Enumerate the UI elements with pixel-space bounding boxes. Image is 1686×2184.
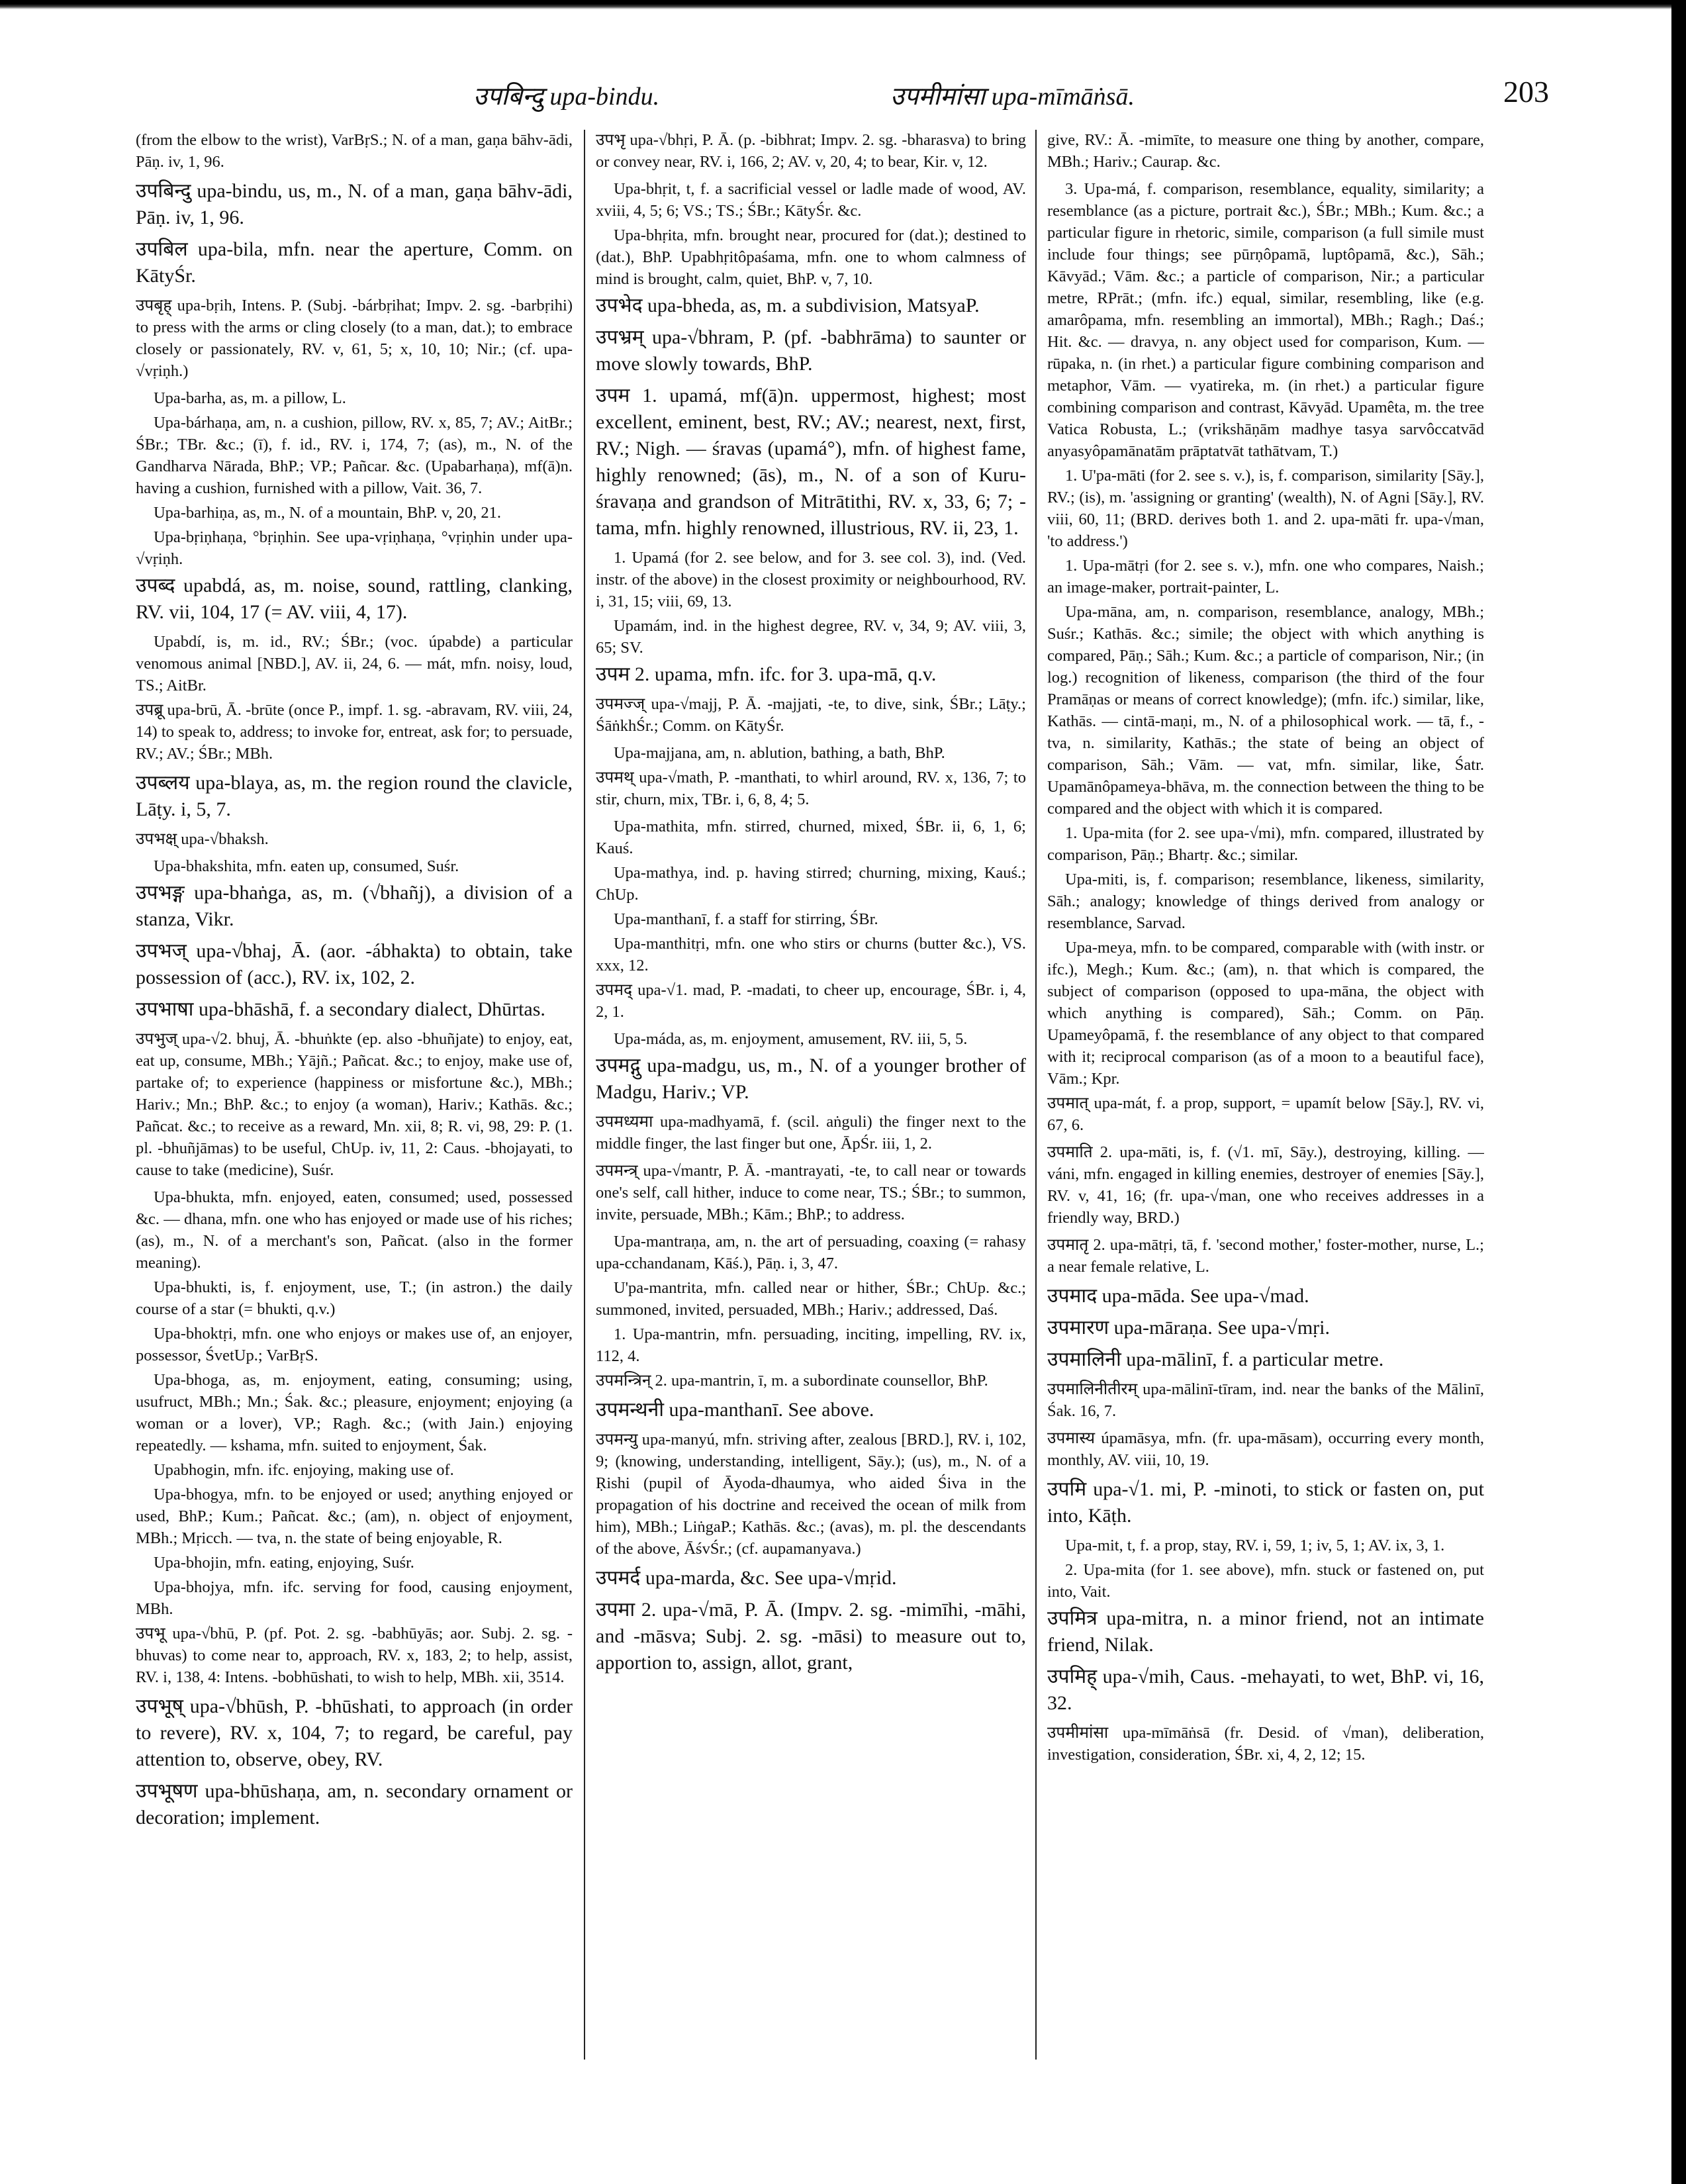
scan-border-top <box>0 0 1686 9</box>
sub-entry: U'pa-mantrita, mfn. called near or hither, ŚBr.; ChUp. &c.; summoned, invited, persuaded, MBh.; Hariv.; addressed, Daś. <box>596 1279 1026 1319</box>
dictionary-entry: उपमि upa-√1. mi, P. -minoti, to stick or fasten on, put into, Kāṭh. <box>1047 1478 1484 1527</box>
sub-entry: Upa-máda, as, m. enjoyment, amusement, RV. iii, 5, 5. <box>613 1030 968 1048</box>
dictionary-entry: उपम 2. upama, mfn. ifc. for 3. upa-mā, q.v. <box>596 663 937 685</box>
dictionary-entry: उपभूषण upa-bhūshaṇa, am, n. secondary ornament or decoration; implement. <box>136 1780 573 1828</box>
dictionary-entry: उपमिह् upa-√mih, Caus. -mehayati, to wet, BhP. vi, 16, 32. <box>1047 1666 1484 1714</box>
dictionary-entry: उपभूष् upa-√bhūsh, P. -bhūshati, to approach (in order to revere), RV. x, 104, 7; to regard, be careful, pay attention to, observe, obey, RV. <box>136 1695 573 1770</box>
dictionary-entry: उपभङ्ग upa-bhaṅga, as, m. (√bhañj), a division of a stanza, Vikr. <box>136 882 573 930</box>
sub-entry: Upa-meya, mfn. to be compared, comparable with (with instr. or ifc.), Megh.; Kum. &c.; (am), n. that which is compared, the subject of comparison (opposed to upa-māna, the object with which anything is compared), Sāh.; Comm. on Pāṇ. Upameyôpamā, f. the resemblance of any object to that compared with it; reciprocal comparison (as of a moon to a beautiful face), Vām.; Kpr. <box>1047 939 1484 1088</box>
sub-entry: 1. Upa-mātṛi (for 2. see s. v.), mfn. one who compares, Naish.; an image-maker, portrait-painter, L. <box>1047 557 1484 596</box>
sub-entry: 1. Upa-mita (for 2. see upa-√mi), mfn. compared, illustrated by comparison, Pāṇ.; Bhartṛ. &c.; similar. <box>1047 824 1484 864</box>
dictionary-entry: उपबिन्दु upa-bindu, us, m., N. of a man, gaṇa bāhv-ādi, Pāṇ. iv, 1, 96. <box>136 180 573 228</box>
dictionary-entry: उपमद्गु upa-madgu, us, m., N. of a younger brother of Madgu, Hariv.; VP. <box>596 1055 1026 1103</box>
column-3 <box>1047 129 1484 2142</box>
dictionary-entry: उपमद् upa-√1. mad, P. -madati, to cheer up, encourage, ŚBr. i, 4, 2, 1. <box>596 981 1026 1021</box>
sub-entry: Upabhogin, mfn. ifc. enjoying, making use of. <box>153 1461 454 1479</box>
scan-border-right <box>1671 0 1686 2184</box>
dictionary-entry: (from the elbow to the wrist), VarBṛS.; N. of a man, gaṇa bāhv-ādi, Pāṇ. iv, 1, 96. <box>136 131 573 171</box>
sub-entry: Upa-manthitṛi, mfn. one who stirs or churns (butter &c.), VS. xxx, 12. <box>596 935 1026 974</box>
sub-entry: Upa-mit, t, f. a prop, stay, RV. i, 59, 1; iv, 5, 1; AV. ix, 3, 1. <box>1064 1537 1445 1554</box>
sub-entry: 2. Upa-mita (for 1. see above), mfn. stuck or fastened on, put into, Vait. <box>1047 1561 1484 1601</box>
dictionary-entry: उपमथ् upa-√math, P. -manthati, to whirl around, RV. x, 136, 7; to stir, churn, mix, TBr. i, 6, 8, 4; 5. <box>596 769 1026 808</box>
sub-entry: Upa-māna, am, n. comparison, resemblance, analogy, MBh.; Suśr.; Kathās. &c.; simile; the object with which anything is compared, Pāṇ.; Sāh.; Kum. &c.; a particle of comparison, Nir.; (in log.) recognition of likeness, comparison (the third of the four Pramāṇas or means of correct knowledge); (mfn. ifc.) similar, like, Kathās. — cintā-maṇi, m., N. of a philosophical work. — tā, f., -tva, n. similarity, Kathās.; the state of being an object of comparison, Sāh.; Vām. — vat, mfn. similar, like, Śatr. Upamānôpameya-bhāva, m. the connection between the thing to be compared and the object with which it is compared. <box>1047 603 1484 818</box>
dictionary-entry: उपमातृ 2. upa-mātṛi, tā, f. 'second mother,' foster-mother, nurse, L.; a near female relative, L. <box>1047 1236 1484 1276</box>
sub-entry: Upa-majjana, am, n. ablution, bathing, a bath, BhP. <box>613 744 945 762</box>
dictionary-entry: उपमित्र upa-mitra, n. a minor friend, not an intimate friend, Nilak. <box>1047 1607 1484 1656</box>
column-rule <box>1035 130 1037 2060</box>
dictionary-entry: उपमात् upa-mát, f. a prop, support, = upamít below [Sāy.], RV. vi, 67, 6. <box>1047 1094 1484 1134</box>
sub-entry: 1. Upamá (for 2. see below, and for 3. see col. 3), ind. (Ved. instr. of the above) in the closest proximity or neighbourhood, RV. i, 31, 15; viii, 69, 13. <box>596 549 1026 610</box>
dictionary-entry: उपब्रू upa-brū, Ā. -brūte (once P., impf. 1. sg. -abravam, RV. viii, 24, 14) to speak to, address; to invoke for, entreat, ask for; to persuade, RV.; AV.; ŚBr.; MBh. <box>136 701 573 763</box>
dictionary-entry: उपमध्यमा upa-madhyamā, f. (scil. aṅguli) the finger next to the middle finger, the last finger but one, ĀpŚr. iii, 1, 2. <box>596 1113 1026 1153</box>
dictionary-entry: उपमाद upa-māda. See upa-√mad. <box>1047 1285 1309 1307</box>
dictionary-entry: उपमालिनी upa-mālinī, f. a particular metre. <box>1047 1349 1384 1370</box>
dictionary-entry: उपम 1. upamá, mf(ā)n. uppermost, highest; most excellent, eminent, best, RV.; AV.; nearest, next, first, RV.; Nigh. — śravas (upamá°), mfn. of highest fame, highly renowned; (ās), m., N. of a son of Kuru-śravaṇa and grandson of Mitrātithi, RV. x, 33, 6; 7; -tama, mfn. highly renowned, illustrious, RV. ii, 23, 1. <box>596 385 1026 539</box>
dictionary-entry: उपमन्थनी upa-manthanī. See above. <box>596 1399 874 1421</box>
dictionary-entry: give, RV.: Ā. -mimīte, to measure one thing by another, compare, MBh.; Hariv.; Caurap. &c. <box>1047 131 1484 171</box>
dictionary-entry: उपबिल upa-bila, mfn. near the aperture, Comm. on KātyŚr. <box>136 238 573 287</box>
dictionary-entry: उपभेद upa-bheda, as, m. a subdivision, MatsyaP. <box>596 295 980 316</box>
sub-entry: Upa-bárhaṇa, am, n. a cushion, pillow, RV. x, 85, 7; AV.; AitBr.; ŚBr.; TBr. &c.; (ī), f. id., RV. i, 174, 7; (as), m., N. of the Gandharva Nārada, BhP.; VP.; Pañcar. &c. (Upabarhaṇa), mf(ā)n. having a cushion, furnished with a pillow, Vait. 36, 7. <box>136 414 573 497</box>
sub-entry: Upa-bṛiṇhaṇa, °bṛiṇhin. See upa-vṛiṇhaṇa, °vṛiṇhin under upa-√vṛiṇh. <box>136 528 573 568</box>
sub-entry: Upamám, ind. in the highest degree, RV. v, 34, 9; AV. viii, 3, 65; SV. <box>596 617 1026 657</box>
header-left-guideword: उपबिन्दु upa-bindu. <box>473 83 660 111</box>
dictionary-entry: उपभू upa-√bhū, P. (pf. Pot. 2. sg. -babhūyās; aor. Subj. 2. sg. -bhuvas) to come near to, approach, RV. x, 183, 2; to help, assist, RV. i, 138, 4: Intens. -bobhūshati, to wish to help, MBh. xii, 3514. <box>136 1625 573 1686</box>
sub-entry: Upa-mathita, mfn. stirred, churned, mixed, ŚBr. ii, 6, 1, 6; Kauś. <box>596 818 1026 857</box>
sub-entry: Upa-mathya, ind. p. having stirred; churning, mixing, Kauś.; ChUp. <box>596 864 1026 904</box>
dictionary-entry: उपभाषा upa-bhāshā, f. a secondary dialect, Dhūrtas. <box>136 998 545 1020</box>
sub-entry: Upa-bhoktṛi, mfn. one who enjoys or makes use of, an enjoyer, possessor, ŚvetUp.; VarBṛS. <box>136 1325 573 1364</box>
dictionary-entry: उपब्लय upa-blaya, as, m. the region round the clavicle, Lāṭy. i, 5, 7. <box>136 772 573 820</box>
column-rule <box>584 130 585 2060</box>
dictionary-entry: उपब्द upabdá, as, m. noise, sound, rattling, clanking, RV. vii, 104, 17 (= AV. viii, 4, 17). <box>136 575 573 623</box>
dictionary-entry: उपमास्य úpamāsya, mfn. (fr. upa-māsam), occurring every month, monthly, AV. viii, 10, 19. <box>1047 1429 1484 1469</box>
dictionary-entry: उपभुज् upa-√2. bhuj, Ā. -bhuṅkte (ep. also -bhuñjate) to enjoy, eat, eat up, consume, MBh.; Yājñ.; Pañcat. &c.; to enjoy, make use of, partake of; to experience (happiness or misfortune &c.), MBh.; Hariv.; Mn.; BhP. &c.; to enjoy (a woman), Hariv.; Kathās. &c.; Pañcat. &c.; to receive as a reward, Mn. xii, 8; R. vi, 98, 29: P. (1. pl. -bhuñjāmas) to be useful, ChUp. iv, 11, 2: Caus. -bhojayati, to cause to take (medicine), Suśr. <box>136 1030 573 1179</box>
dictionary-entry: उपमन्यु upa-manyú, mfn. striving after, zealous [BRD.], RV. i, 102, 9; (knowing, understanding, intelligent, Sāy.); (us), m., N. of a Ṛishi (pupil of Āyoda-dhaumya, who aided Śiva in the propagation of his doctrine and received the ocean of milk from him), MBh.; LiṅgaP.; Kathās. &c.; (avas), m. pl. the descendants of the above, ĀśvŚr.; (cf. aupamanyava.) <box>596 1431 1026 1558</box>
dictionary-entry: उपमज्ज् upa-√majj, P. Ā. -majjati, -te, to dive, sink, ŚBr.; Lāṭy.; ŚāṅkhŚr.; Comm. on KātyŚr. <box>596 695 1026 735</box>
sub-entry: Upa-bhṛita, mfn. brought near, procured for (dat.); destined to (dat.), BhP. Upabhṛitôpaśama, mfn. one to whom calmness of mind is brought, calm, quiet, BhP. v, 7, 10. <box>596 226 1026 288</box>
sub-entry: Upa-bhukti, is, f. enjoyment, use, T.; (in astron.) the daily course of a star (= bhukti, q.v.) <box>136 1278 573 1318</box>
sub-entry: 3. Upa-má, f. comparison, resemblance, equality, similarity; a resemblance (as a picture, portrait &c.), ŚBr.; MBh.; Kum. &c.; a particular figure in rhetoric, simile, comparison (a full simile must include four things; see pūrṇôpamā, luptôpamā, &c.), Sāh.; Kāvyād.; Vām. &c.; a particle of comparison, Nir.; a particular metre, RPrāt.; (mfn. ifc.) equal, similar, resembling, like (e.g. amarôpama, mfn. resembling an immortal), MBh.; Ragh.; Daś.; Hit. &c. — dravya, n. any object used for comparison, Kum. — rūpaka, n. (in rhet.) a particular figure combining comparison and metaphor, Vām. — vyatireka, m. (in rhet.) a particular figure combining comparison and contrast, Kāvyād. Upamêta, m. the tree Vatica Robusta, L.; (vrikshāṇām madhye tasya sarvôccatvād anyasyôpamānatām prāptatvāt tathātvam, T.) <box>1047 180 1484 460</box>
sub-entry: Upa-mantraṇa, am, n. the art of persuading, coaxing (= rahasy upa-cchandanam, Kāś.), Pāṇ. i, 3, 47. <box>596 1233 1026 1272</box>
dictionary-entry: उपबृह् upa-bṛih, Intens. P. (Subj. -bárbṛihat; Impv. 2. sg. -barbṛihi) to press with the arms or cling closely (to a man, dat.); to embrace closely or passionately, RV. v, 61, 5; x, 10, 10; Nir.; (cf. upa-√vṛiṇh.) <box>136 297 573 380</box>
column-1 <box>136 129 573 2142</box>
page-number: 203 <box>1503 75 1549 109</box>
sub-entry: Upa-bhoga, as, m. enjoyment, eating, consuming; using, usufruct, MBh.; Mn.; Śak. &c.; pleasure, enjoyment; enjoying (a woman or a lover), VP.; Ragh. &c.; (with Jain.) enjoying repeatedly. — kshama, mfn. suited to enjoyment, Śak. <box>136 1371 573 1454</box>
sub-entry: Upa-barhiṇa, as, m., N. of a mountain, BhP. v, 20, 21. <box>153 504 502 522</box>
sub-entry: Upa-bhojya, mfn. ifc. serving for food, causing enjoyment, MBh. <box>136 1578 573 1618</box>
dictionary-entry: उपमालिनीतीरम् upa-mālinī-tīram, ind. near the banks of the Mālinī, Śak. 16, 7. <box>1047 1380 1484 1420</box>
running-header <box>136 75 1549 124</box>
sub-entry: 1. U'pa-māti (for 2. see s. v.), is, f. comparison, similarity [Sāy.], RV.; (is), m. 'assigning or granting' (wealth), N. of Agni [Sāy.], RV. viii, 60, 11; (BRD. derives both 1. and 2. upa-māti fr. upa-√man, 'to address.') <box>1047 467 1484 550</box>
sub-entry: Upa-manthanī, f. a staff for stirring, ŚBr. <box>613 910 878 928</box>
column-2 <box>596 129 1026 2142</box>
header-center-guideword: उपमीमांसा upa-mīmāṅsā. <box>890 83 1135 111</box>
dictionary-entry: उपभज् upa-√bhaj, Ā. (aor. -ábhakta) to obtain, take possession of (acc.), RV. ix, 102, 2. <box>136 940 573 988</box>
sub-entry: Upa-bhṛit, t, f. a sacrificial vessel or ladle made of wood, AV. xviii, 4, 5; 6; VS.; TS.; ŚBr.; KātyŚr. &c. <box>596 180 1026 220</box>
dictionary-entry: उपमाति 2. upa-māti, is, f. (√1. mī, Sāy.), destroying, killing. — váni, mfn. engaged in killing enemies, destroyer of enemies [Sāy.], RV. v, 41, 16; (fr. upa-√man, one who receives addresses in a friendly way, BRD.) <box>1047 1143 1484 1227</box>
dictionary-entry: उपमा 2. upa-√mā, P. Ā. (Impv. 2. sg. -mimīhi, -māhi, and -māsva; Subj. 2. sg. -māsi) to measure out to, apportion to, assign, allot, grant, <box>596 1599 1026 1674</box>
dictionary-entry: उपमन्त्रिन् 2. upa-mantrin, ī, m. a subordinate counsellor, BhP. <box>596 1372 988 1390</box>
dictionary-entry: उपभक्ष् upa-√bhaksh. <box>136 830 269 848</box>
dictionary-entry: उपमर्द upa-marda, &c. See upa-√mṛid. <box>596 1567 897 1589</box>
sub-entry: Upa-barha, as, m. a pillow, L. <box>153 389 346 407</box>
dictionary-entry: उपमारण upa-māraṇa. See upa-√mṛi. <box>1047 1317 1330 1339</box>
dictionary-entry: उपमीमांसा upa-mīmāṅsā (fr. Desid. of √man), deliberation, investigation, consideration, ŚBr. xi, 4, 2, 12; 15. <box>1047 1724 1484 1764</box>
dictionary-entry: उपभृ upa-√bhṛi, P. Ā. (p. -bibhrat; Impv. 2. sg. -bharasva) to bring or convey near, RV. i, 166, 2; AV. v, 20, 4; to bear, Kir. v, 12. <box>596 131 1026 171</box>
sub-entry: Upa-bhakshita, mfn. eaten up, consumed, Suśr. <box>153 857 459 875</box>
sub-entry: Upa-bhojin, mfn. eating, enjoying, Suśr. <box>153 1554 414 1572</box>
sub-entry: Upa-bhogya, mfn. to be enjoyed or used; anything enjoyed or used, BhP.; Kum.; Pañcat. &c.; (am), n. object of enjoyment, MBh.; Mṛicch. — tva, n. the state of being enjoyable, R. <box>136 1486 573 1547</box>
sub-entry: Upa-bhukta, mfn. enjoyed, eaten, consumed; used, possessed &c. — dhana, mfn. one who has enjoyed or made use of his riches; (as), m., N. of a merchant's son, Pañcat. (also in the former meaning). <box>136 1188 573 1272</box>
dictionary-entry: उपमन्त्र् upa-√mantr, P. Ā. -mantrayati, -te, to call near or towards one's self, call hither, induce to come near, TS.; ŚBr.; to summon, invite, persuade, MBh.; Kām.; BhP.; to address. <box>596 1162 1026 1223</box>
sub-entry: Upa-miti, is, f. comparison; resemblance, likeness, similarity, Sāh.; analogy; knowledge of things derived from analogy or resemblance, Sarvad. <box>1047 871 1484 932</box>
sub-entry: 1. Upa-mantrin, mfn. persuading, inciting, impelling, RV. ix, 112, 4. <box>596 1325 1026 1365</box>
sub-entry: Upabdí, is, m. id., RV.; ŚBr.; (voc. úpabde) a particular venomous animal [NBD.], AV. ii, 24, 6. — mát, mfn. noisy, loud, TS.; AitBr. <box>136 633 573 694</box>
dictionary-entry: उपभ्रम् upa-√bhram, P. (pf. -babhrāma) to saunter or move slowly towards, BhP. <box>596 326 1026 375</box>
